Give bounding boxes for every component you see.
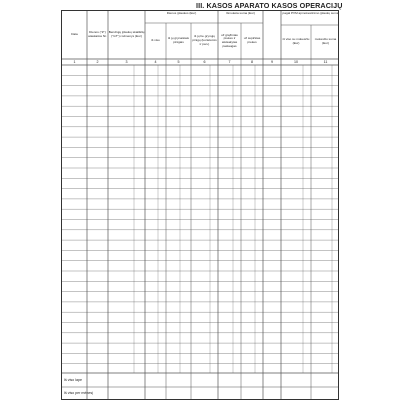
header-vat-group: pagal PVM apmokestinimo įplaukų sumą [282, 11, 339, 15]
header-returned: Išmokėta suma (Eur) [226, 11, 255, 15]
column-number: 6 [203, 60, 206, 64]
header-vat-amount: mokesčio suma (Eur) [314, 37, 337, 45]
footer-month-total: Iš viso per mėnesį [64, 391, 93, 395]
header-receipts-card: iš jų be grynųjų pinigų (kortelėmis ir pan.) [192, 34, 217, 46]
header-daily-z-report: Dienos ("Z") ataskaitos Nr. [88, 30, 107, 38]
page-title: III. KASOS APARATO KASOS OPERACIJŲ [196, 1, 343, 10]
table-grid [62, 11, 339, 400]
header-returned-goods: už grąžintas prekes ir atsisakytas paslaugas [221, 32, 238, 48]
header-bought-goods: už supirktas prekes [243, 36, 261, 44]
column-number: 10 [294, 60, 298, 64]
operations-table [61, 10, 339, 400]
header-date: Data [71, 32, 78, 37]
column-number: 8 [251, 60, 253, 64]
column-number: 9 [271, 60, 273, 64]
header-gt-counters: Bendrųjų įplaukų skaitiklių ("GT") rodmenys (Eur) [108, 30, 145, 38]
column-number: 3 [125, 60, 128, 64]
header-vat-total: iš viso su mokesčiu (Eur) [282, 37, 310, 45]
footer-page-total: Iš viso lape [64, 378, 82, 382]
column-number: 1 [73, 60, 76, 64]
column-number: 2 [96, 60, 99, 64]
column-number: 4 [154, 60, 157, 64]
header-daily-receipts: Dienos įplaukos (Eur) [166, 11, 197, 15]
column-number: 7 [228, 60, 231, 64]
column-number: 11 [323, 60, 328, 64]
header-receipts-total: iš viso [151, 38, 160, 43]
column-number: 5 [177, 60, 180, 64]
header-receipts-cash: iš jų grynaisiais pinigais [168, 36, 189, 44]
